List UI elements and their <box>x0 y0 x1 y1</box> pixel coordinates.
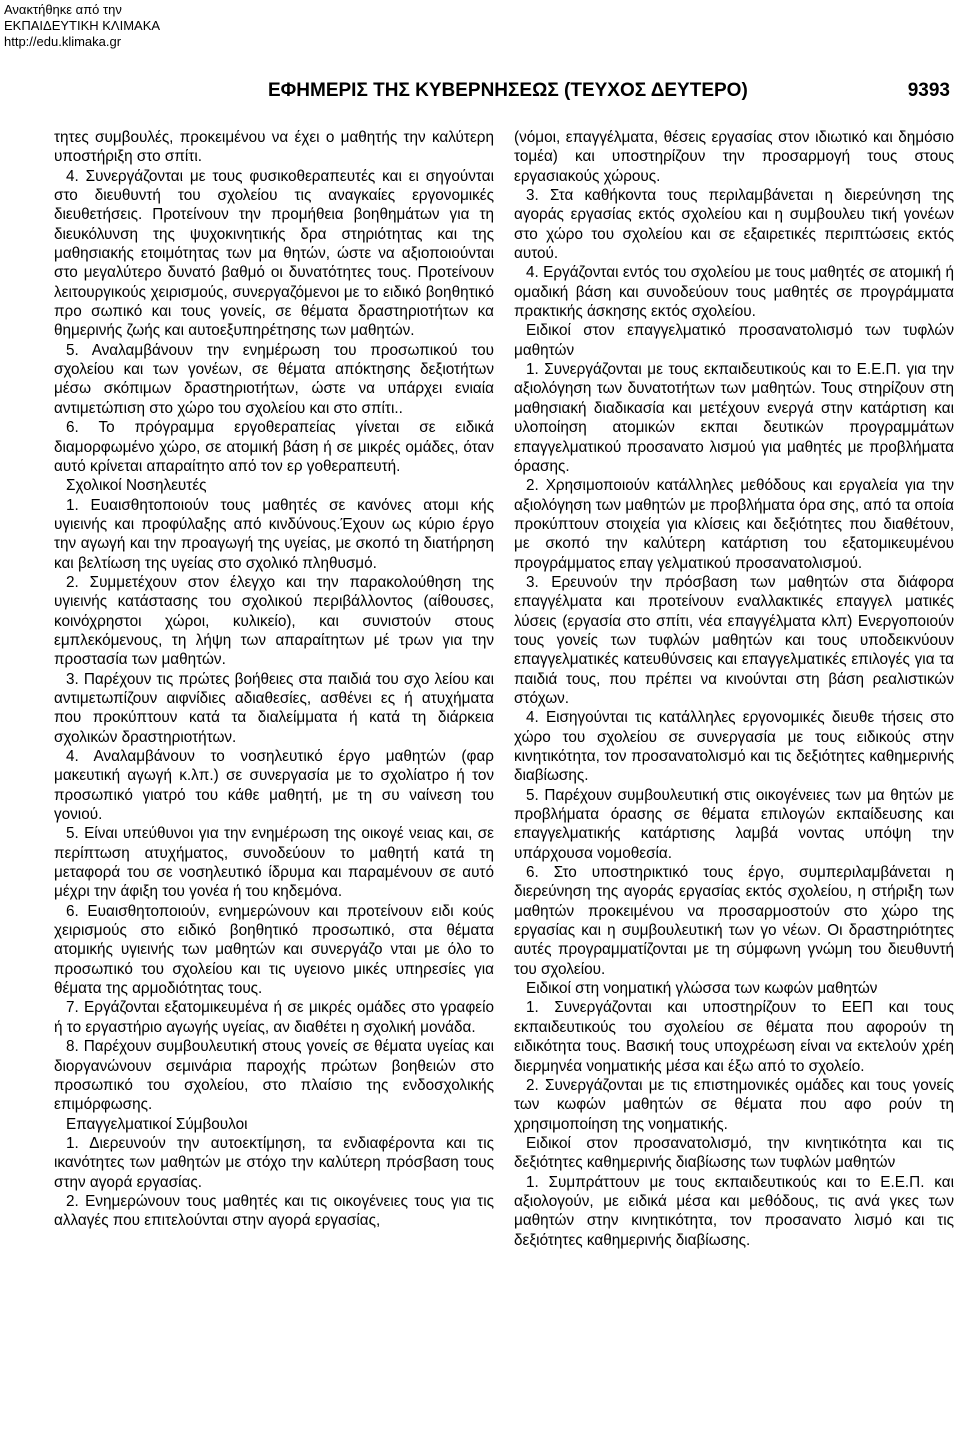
paragraph: 3. Παρέχουν τις πρώτες βοήθειες στα παιδιά του σχο λείου και αντιμετωπίζουν αιφνίδιες αδιαθεσίες, ασθένει ες ή ατυχήματα που προκύπτουν κατά τα διαλείμματα ή κατά τη διάρκεια σχολικών δραστηριοτήτων. <box>54 670 494 746</box>
paragraph: 6. Στο υποστηρικτικό τους έργο, συμπεριλαμβάνεται η διερεύνηση της αγοράς εργασίας εκτός σχολείου, η στήριξη των μαθητών προκειμένου να προσαρμοστούν στο χώρο της εργασίας και η συμβουλευτική των γο νέων. Οι δραστηριότητες αυτές προγραμματίζονται με τη σύμφωνη γνώμη του διευθυντή του σχολείου. <box>514 864 954 978</box>
section-heading: Ειδικοί στη νοηματική γλώσσα των κωφών μαθητών <box>526 980 878 998</box>
paragraph: 2. Συνεργάζονται με τις επιστημονικές ομάδες και τους γονείς των κωφών μαθητών σε θέματα που αφο ρούν τη χρησιμοποίηση της νοηματικής. <box>514 1076 954 1133</box>
paragraph: τητες συμβουλές, προκειμένου να έχει ο μαθητής την καλύτερη υποστήριξη στο σπίτι. <box>54 129 494 166</box>
paragraph: 1. Διερευνούν την αυτοεκτίμηση, τα ενδιαφέροντα και τις ικανότητες των μαθητών με στόχο την καλύτερη πρόσβαση τους στην αγορά εργασίας. <box>54 1134 494 1191</box>
paragraph: 4. Εισηγούνται τις κατάλληλες εργονομικές διευθε τήσεις στο χώρο του σχολείου σε συνεργασία με τους ειδικούς στην κινητικότητα, τον προσανατολισμό και τις δεξιότητες καθημερινής διαβίωσης. <box>514 709 954 785</box>
paragraph: 4. Εργάζονται εντός του σχολείου με τους μαθητές σε ατομική ή ομαδική βάση και συνοδεύουν τους μαθητές σε προγράμματα πρακτικής άσκησης εκτός σχολείου. <box>514 264 954 321</box>
section-heading: Ειδικοί στον προσανατολισμό, την κινητικότητα και τις δεξιότητες καθημερινής διαβίωσης των τυφλών μαθητών <box>514 1134 954 1172</box>
paragraph: 2. Χρησιμοποιούν κατάλληλες μεθόδους και εργαλεία για την αξιολόγηση των μαθητών με προβλήματα όρα σης, από τα οποία προκύπτουν στοιχεία για κλίσεις και δεξιότητες που διαθέτουν, με σκοπό την καλύτερη κατάρτιση του εξατομικευμένου προγράμματος επαγ γελματικού προσανατολισμού. <box>514 477 954 572</box>
paragraph: 8. Παρέχουν συμβουλευτική στους γονείς σε θέματα υγείας και διοργανώνουν σεμινάρια παροχής πρώτων βοηθειών στο προσωπικό του σχολείου, στο πλαίσιο της ενδοσχολικής επιμόρφωσης. <box>54 1038 494 1114</box>
section-heading: Σχολικοί Νοσηλευτές <box>66 477 207 495</box>
paragraph: 5. Αναλαμβάνουν την ενημέρωση του προσωπικού του σχολείου και των γονέων, σε θέματα απόκτησης δεξιοτήτων μέσω σκόπιμων δραστηριοτήτων, ώστε να υπάρχει ενιαία αντιμετώπιση στο χώρο του σχολείου και στο σπίτι.. <box>54 341 494 417</box>
paragraph: (νόμοι, επαγγέλματα, θέσεις εργασίας στον ιδιωτικό και δημόσιο τομέα) και υποστηρίζουν την προσαρμογή τους στους εργασιακούς χώρους. <box>514 129 954 185</box>
paragraph: 1. Ευαισθητοποιούν τους μαθητές σε κανόνες ατομι κής υγιεινής και προφύλαξης από κινδύνους.Έχουν ως κύριο έργο την αγωγή και την προαγωγή της υγείας, με σκοπό τη διατήρηση και βελτίωση της υγείας στο σχολικό πληθυσμό. <box>54 496 494 572</box>
left-column <box>54 128 494 1231</box>
paragraph: 4. Αναλαμβάνουν το νοσηλευτικό έργο μαθητών (φαρ μακευτική αγωγή κ.λπ.) σε συνεργασία με το σχολίατρο ή τον προσωπικό γιατρό του κάθε μαθητή, με τη συ ναίνεση του γονιού. <box>54 748 494 824</box>
source-watermark <box>4 2 160 50</box>
paragraph: 1. Συνεργάζονται με τους εκπαιδευτικούς και το Ε.Ε.Π. για την αξιολόγηση των δυνατοτήτων των μαθητών. Τους στηρίζουν στη μαθησιακή διαδικασία και μετέχουν ενεργά στην κατάρτιση και υλοποίηση ατομικών εκπαι δευτικών προγραμμάτων επαγγελματικού προσανατο λισμού για μαθητές με προβλήματα όρασης. <box>514 361 954 475</box>
paragraph: 3. Ερευνούν την πρόσβαση των μαθητών στα διάφορα επαγγέλματα και προτείνουν εναλλακτικές επαγγελ ματικές λύσεις (εργασία στο σπίτι, νέα επαγγέλματα κλπ) Ενεργοποιούν τους γονείς των τυφλών μαθητών και τους υποδεικνύουν επαγγελματικές κατευθύνσεις και επαγγελματικές επιλογές για τα παιδιά τους, που πρέπει να κινούνται στη βάση ρεαλιστικών στόχων. <box>514 573 954 707</box>
section-heading: Ειδικοί στον επαγγελματικό προσανατολισμό των τυφλών μαθητών <box>514 322 954 359</box>
page-number: 9393 <box>907 80 950 101</box>
paragraph: 5. Είναι υπεύθυνοι για την ενημέρωση της οικογέ νειας και, σε περίπτωση ατυχήματος, συνοδεύουν το μαθητή κατά τη μεταφορά του σε νοσηλευτικό ίδρυμα και παραμένουν σε αυτό μέχρι την άφιξη του γονέα ή του κηδεμόνα. <box>54 825 494 901</box>
paragraph: 3. Στα καθήκοντα τους περιλαμβάνεται η διερεύνηση της αγοράς εργασίας εκτός σχολείου και η συμβουλευ τική γονέων στο χώρο του σχολείου και σε εξαιρετικές περιπτώσεις εκτός αυτού. <box>514 187 954 263</box>
paragraph: 1. Συμπράττουν με τους εκπαιδευτικούς και το Ε.Ε.Π. και αξιολογούν, με ειδικά μέσα και μεθόδους, τις ανά γκες των μαθητών στην κινητικότητα, τον προσανατο λισμό και τις δεξιότητες καθημερινής διαβίωσης. <box>514 1173 954 1249</box>
paragraph: 2. Ενημερώνουν τους μαθητές και τις οικογένειες τους για τις αλλαγές που επιτελούνται στην αγορά εργασίας, <box>54 1192 494 1230</box>
gazette-title: ΕΦΗΜΕΡΙΣ ΤΗΣ ΚΥΒΕΡΝΗΣΕΩΣ (ΤΕΥΧΟΣ ΔΕΥΤΕΡΟ) <box>268 80 748 101</box>
source-url-link[interactable]: http://edu.klimaka.gr <box>4 34 122 49</box>
paragraph: 6. Το πρόγραμμα εργοθεραπείας γίνεται σε ειδικά διαμορφωμένο χώρο, σε ατομική βάση ή σε μικρές ομάδες, όταν αυτό κρίνεται απαραίτητο από τον ερ γοθεραπευτή. <box>54 419 494 475</box>
paragraph: 1. Συνεργάζονται και υποστηρίζουν το ΕΕΠ και τους εκπαιδευτικούς του σχολείου σε θέματα που αφορούν τη ειδικότητα τους. Βασική τους υποχρέωση είναι να εκτελούν χρέη διερμηνέα νοηματικής μέσα και έξω από το σχολείο. <box>514 999 954 1075</box>
paragraph: 7. Εργάζονται εξατομικευμένα ή σε μικρές ομάδες στο γραφείο ή το εργαστήριο αγωγής υγείας, αν διαθέτει η σχολική μονάδα. <box>54 999 494 1036</box>
source-line-2: ΕΚΠΑΙΔΕΥΤΙΚΗ ΚΛΙΜΑΚΑ <box>4 18 161 33</box>
paragraph: 6. Ευαισθητοποιούν, ενημερώνουν και προτείνουν ειδι κούς χειρισμούς στο ειδικό βοηθητικό προσωπικό, στα θέματα ατομικής υγιεινής των μαθητών και συνεργάζο νται με όλο το προσωπικό του σχολείου και τις υγειονο μικές υπηρεσίες για θέματα της αρμοδιότητας τους. <box>54 902 494 998</box>
paragraph: 5. Παρέχουν συμβουλευτική στις οικογένειες των μα θητών με προβλήματα όρασης σε θέματα επιλογών εκπαίδευσης και επαγγελματικής κατάρτισης λαμβά νοντας υπόψη την υπάρχουσα νομοθεσία. <box>514 786 954 862</box>
right-column <box>514 128 954 1250</box>
page-header <box>54 80 950 106</box>
source-line-1: Ανακτήθηκε από την <box>4 2 122 17</box>
section-heading: Επαγγελματικοί Σύμβουλοι <box>66 1115 248 1133</box>
paragraph: 4. Συνεργάζονται με τους φυσικοθεραπευτές και ει σηγούνται στο διευθυντή του σχολείου τις αναγκαίες εργονομικές διευθετήσεις. Προτείνουν την προμήθεια βοηθημάτων για τη διευκόλυνση της ψυχοκινητικής δρα στηριότητας και της μαθησιακής ετοιμότητας των μα θητών, ώστε να αξιοποιούνται στο μεγαλύτερο δυνατό βαθμό οι δυνατότητες τους. Προτείνουν λειτουργικούς χειρισμούς, συνεργαζόμενοι με το ειδικό βοηθητικό προ σωπικό και τους γονείς, σε θέματα δραστηριοτήτων κα θημερινής ζωής και αυτοεξυπηρέτησης των μαθητών. <box>54 167 494 340</box>
paragraph: 2. Συμμετέχουν στον έλεγχο και την παρακολούθηση της υγιεινής κατάστασης του σχολικού περιβάλλοντος (αίθουσες, κοινόχρηστοι χώροι, κυλικείο), και συνιστούν στους εμπλεκόμενους, τη λήψη των απαραίτητων μέ τρων για την προστασία των μαθητών. <box>54 573 494 669</box>
